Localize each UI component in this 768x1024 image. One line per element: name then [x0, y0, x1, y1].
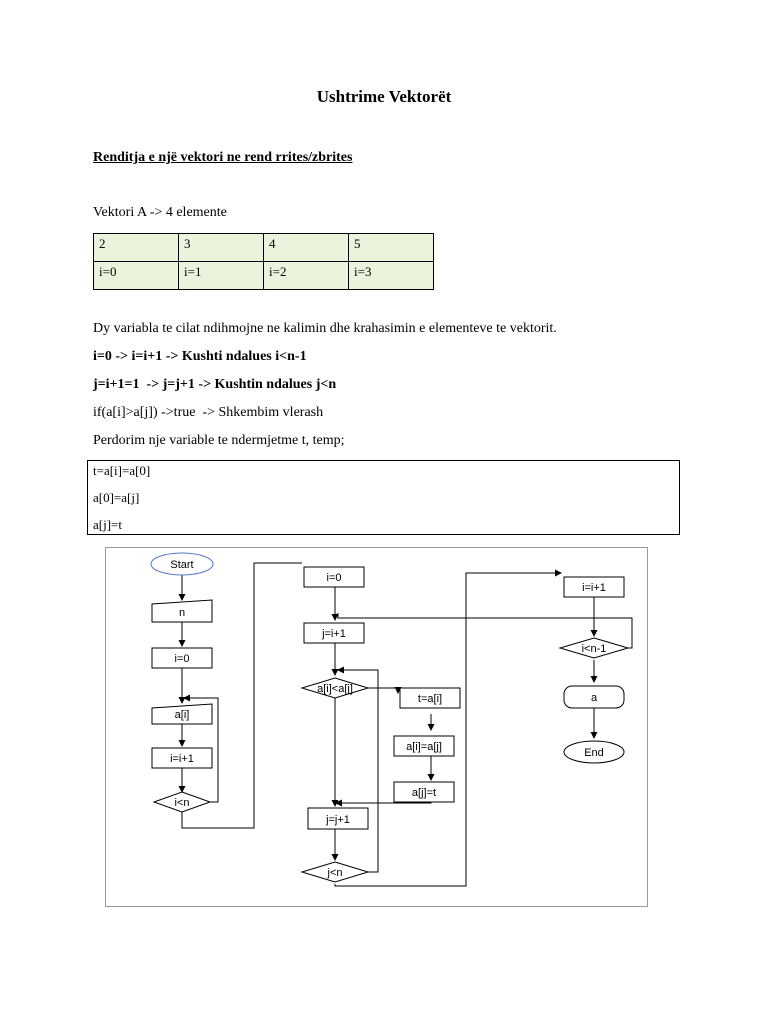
code-box: [87, 460, 680, 535]
connector: [335, 573, 561, 886]
table-row: [94, 262, 434, 290]
table-cell: 3: [179, 234, 264, 262]
inc-i2-label: i=i+1: [582, 582, 606, 594]
inc-i-label: i=i+1: [170, 753, 194, 765]
page-title: Ushtrime Vektorët: [316, 87, 452, 106]
flowchart-svg: [106, 548, 647, 906]
init-j-label: j=i+1: [322, 628, 346, 640]
table-cell: i=3: [349, 262, 434, 290]
code-line: a[0]=a[j]: [93, 490, 140, 505]
code-line: a[j]=t: [93, 517, 122, 532]
table-cell: i=1: [179, 262, 264, 290]
swap3-label: a[j]=t: [411, 787, 437, 799]
vector-table: [93, 233, 434, 290]
input-n-label: n: [178, 607, 186, 619]
swap2-label: a[i]=a[j]: [406, 741, 442, 753]
init-i2-label: i=0: [326, 572, 342, 584]
table-cell: i=0: [94, 262, 179, 290]
cond-j-n-label: j<n: [327, 867, 343, 879]
inc-j-label: j=j+1: [326, 814, 350, 826]
table-cell: 2: [94, 234, 179, 262]
connector: [338, 670, 378, 872]
compare-label: a[i]<a[j]: [317, 683, 353, 695]
table-cell: 4: [264, 234, 349, 262]
section-subtitle: Renditja e një vektori ne rend rrites/zbrites: [93, 150, 353, 165]
paragraph-variables: Dy variabla te cilat ndihmojne ne kalimin dhe krahasimin e elementeve te vektorit.: [93, 321, 557, 336]
paragraph-j-loop: j=i+1=1 -> j=j+1 -> Kushtin ndalues j<n: [93, 377, 337, 392]
end-label: End: [584, 747, 604, 759]
cond-i-n-label: i<n: [174, 797, 190, 809]
init-i-label: i=0: [174, 653, 190, 665]
vector-intro: Vektori A -> 4 elemente: [93, 205, 227, 220]
table-row: [94, 234, 434, 262]
code-line: t=a[i]=a[0]: [93, 463, 151, 478]
table-cell: i=2: [264, 262, 349, 290]
start-label: Start: [170, 559, 194, 571]
paragraph-temp: Perdorim nje variable te ndermjetme t, temp;: [93, 433, 345, 448]
connector: [366, 688, 398, 693]
input-ai-label: a[i]: [174, 709, 190, 721]
cond-i-n1-label: i<n-1: [581, 643, 607, 655]
paragraph-i-loop: i=0 -> i=i+1 -> Kushti ndalues i<n-1: [93, 349, 307, 364]
paragraph-condition: if(a[i]>a[j]) ->true -> Shkembim vlerash: [93, 405, 324, 420]
output-a-label: a: [590, 692, 598, 704]
swap1-label: t=a[i]: [417, 693, 443, 705]
flowchart: [105, 547, 648, 907]
table-cell: 5: [349, 234, 434, 262]
